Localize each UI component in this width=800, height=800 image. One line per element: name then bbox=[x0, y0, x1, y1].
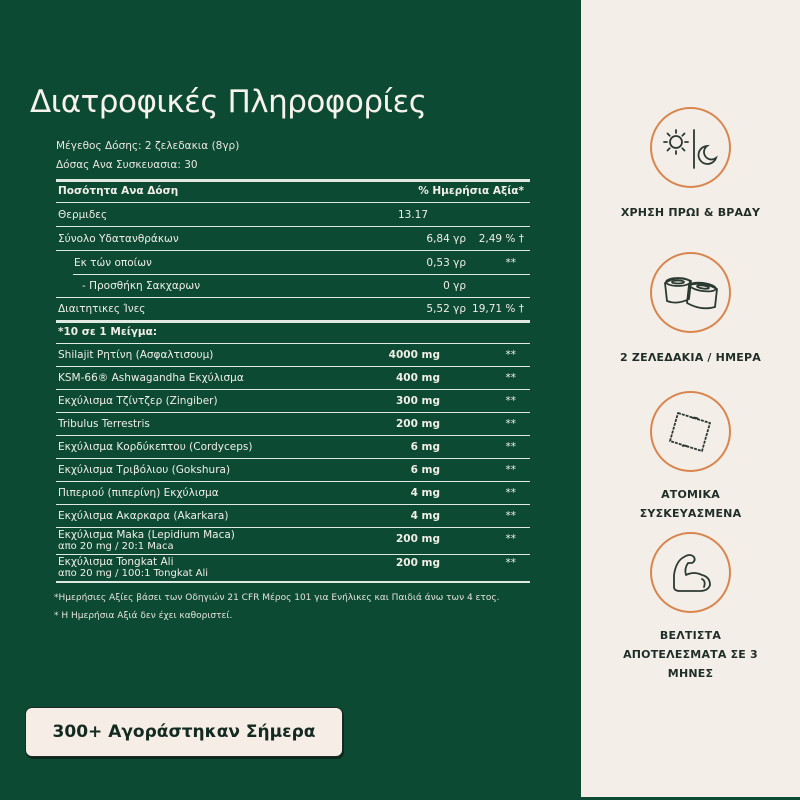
table-divider bbox=[56, 581, 530, 583]
nutrient-name: - Προσθήκη Σακχαρων bbox=[82, 280, 201, 292]
ingredient-amount: 300 mg bbox=[395, 395, 440, 407]
ingredient-amount: 200 mg bbox=[395, 418, 440, 430]
ingredient-name: Εκχύλισμα Τζίντζερ (Zingiber) bbox=[58, 395, 218, 407]
sachet-icon bbox=[650, 391, 731, 472]
badge-label: 300+ Αγοράστηκαν Σήμερα bbox=[52, 722, 316, 742]
flexed-arm-icon bbox=[650, 532, 731, 613]
nutrition-title: Διατροφικές Πληροφορίες bbox=[30, 84, 427, 120]
table-divider bbox=[56, 366, 530, 367]
nutrient-dv: 2,49 % † bbox=[478, 233, 524, 245]
ingredient-dv: ** bbox=[505, 441, 516, 453]
table-divider bbox=[56, 554, 530, 555]
ingredient-amount: 200 mg bbox=[395, 557, 440, 569]
ingredient-amount: 4 mg bbox=[410, 487, 440, 499]
nutrient-name: Θερμιδες bbox=[58, 209, 108, 221]
ingredient-amount: 400 mg bbox=[395, 372, 440, 384]
serving-size: Μέγεθος Δόσης: 2 ζελεδακια (8γρ) bbox=[56, 140, 240, 152]
nutrient-amount: 6,84 γρ bbox=[426, 233, 466, 245]
footnotes bbox=[54, 592, 534, 628]
header-daily-value: % Ημερήσια Αξία* bbox=[418, 185, 524, 197]
nutrient-amount: 5,52 γρ bbox=[426, 303, 466, 315]
blend-title: *10 σε 1 Μείγμα: bbox=[58, 326, 158, 338]
nutrient-dv: 19,71 % † bbox=[472, 303, 524, 315]
ingredient-dv: ** bbox=[505, 464, 516, 476]
ingredient-source: απο 20 mg / 20:1 Maca bbox=[58, 541, 174, 552]
table-divider bbox=[56, 179, 530, 182]
table-divider bbox=[56, 481, 530, 482]
ingredient-dv: ** bbox=[505, 395, 516, 407]
table-divider bbox=[56, 412, 530, 413]
ingredient-dv: ** bbox=[505, 487, 516, 499]
purchased-today-badge bbox=[25, 707, 343, 757]
table-divider bbox=[56, 250, 530, 251]
ingredient-name: Tribulus Terrestris bbox=[58, 418, 150, 430]
ingredient-name: Shilajit Ρητίνη (Ασφαλτισουμ) bbox=[58, 349, 214, 361]
nutrient-amount: 0 γρ bbox=[443, 280, 466, 292]
table-divider bbox=[56, 320, 530, 323]
ingredient-name bbox=[58, 530, 235, 552]
feature-label: ΒΕΛΤΙΣΤΑ ΑΠΟΤΕΛΕΣΜΑΤΑ ΣΕ 3 ΜΗΝΕΣ bbox=[623, 629, 758, 680]
ingredient-dv: ** bbox=[505, 372, 516, 384]
footnote-not-established: * Η Ημερήσια Αξιά δεν έχει καθοριστεί. bbox=[54, 611, 233, 621]
ingredient-name-main: Εκχύλισμα Μaka (Lepidium Maca) bbox=[58, 529, 235, 541]
table-divider bbox=[56, 297, 530, 298]
nutrient-name: Σύνολο Υδατανθράκων bbox=[58, 233, 179, 245]
table-divider bbox=[56, 435, 530, 436]
table-divider bbox=[56, 226, 530, 227]
ingredient-dv: ** bbox=[505, 349, 516, 361]
table-divider bbox=[56, 458, 530, 459]
ingredient-name-main: Εκχύλισμα Tongkat Ali bbox=[58, 556, 174, 568]
feature-label: ΑΤΟΜΙΚΑ ΣΥΣΚΕΥΑΣΜΕΝΑ bbox=[639, 488, 742, 520]
ingredient-name: KSM-66® Ashwagandha Εκχύλισμα bbox=[58, 372, 244, 384]
ingredient-name: Εκχύλισμα Τριβόλιου (Gokshura) bbox=[58, 464, 231, 476]
servings-per-container: Δόσας Ανα Συσκευασια: 30 bbox=[56, 159, 198, 171]
table-divider bbox=[56, 202, 530, 203]
ingredient-name: Πιπεριού (πιπερίνη) Εκχύλισμα bbox=[58, 487, 219, 499]
nutrient-amount: 13.17 bbox=[397, 209, 428, 221]
ingredient-name: Εκχύλισμα Ακαρκαρα (Akarkara) bbox=[58, 510, 229, 522]
nutrient-dv: ** bbox=[505, 257, 516, 269]
ingredient-amount: 6 mg bbox=[410, 441, 440, 453]
ingredient-name: Εκχύλισμα Κορδύκεπτου (Cordyceps) bbox=[58, 441, 253, 453]
ingredient-dv: ** bbox=[505, 418, 516, 430]
table-divider bbox=[56, 389, 530, 390]
ingredient-name bbox=[58, 557, 208, 579]
nutrient-amount: 0,53 γρ bbox=[426, 257, 466, 269]
sun-moon-icon bbox=[650, 107, 731, 188]
table-divider bbox=[56, 527, 530, 528]
ingredient-source: απο 20 mg / 100:1 Tongkat Ali bbox=[58, 568, 209, 579]
footnote-daily-values: *Ημερήσιες Αξίες βάσει των Οδηγιών 21 CFR Μέρος 101 για Ενήλικες και Παιδιά άνω των 4 ετος. bbox=[54, 593, 500, 603]
ingredient-amount: 4000 mg bbox=[388, 349, 440, 361]
ingredient-dv: ** bbox=[505, 510, 516, 522]
ingredient-amount: 6 mg bbox=[410, 464, 440, 476]
ingredient-dv: ** bbox=[505, 557, 516, 569]
nutrient-name: Διαιτητικες Ίνες bbox=[58, 303, 146, 315]
feature-label: ΧΡΗΣΗ ΠΡΩΙ & ΒΡΑΔΥ bbox=[620, 206, 761, 219]
header-amount-per-serving: Ποσότητα Ανα Δόση bbox=[58, 185, 179, 197]
ingredient-amount: 4 mg bbox=[410, 510, 440, 522]
table-divider bbox=[56, 343, 530, 344]
ingredient-amount: 200 mg bbox=[395, 533, 440, 545]
nutrient-name: Εκ τών οποίων bbox=[74, 257, 152, 269]
feature-label: 2 ΖΕΛΕΔΑΚΙΑ / ΗΜΕΡΑ bbox=[620, 351, 761, 364]
ingredient-dv: ** bbox=[505, 533, 516, 545]
table-divider bbox=[73, 274, 530, 275]
gummies-icon bbox=[650, 252, 731, 333]
table-divider bbox=[56, 504, 530, 505]
